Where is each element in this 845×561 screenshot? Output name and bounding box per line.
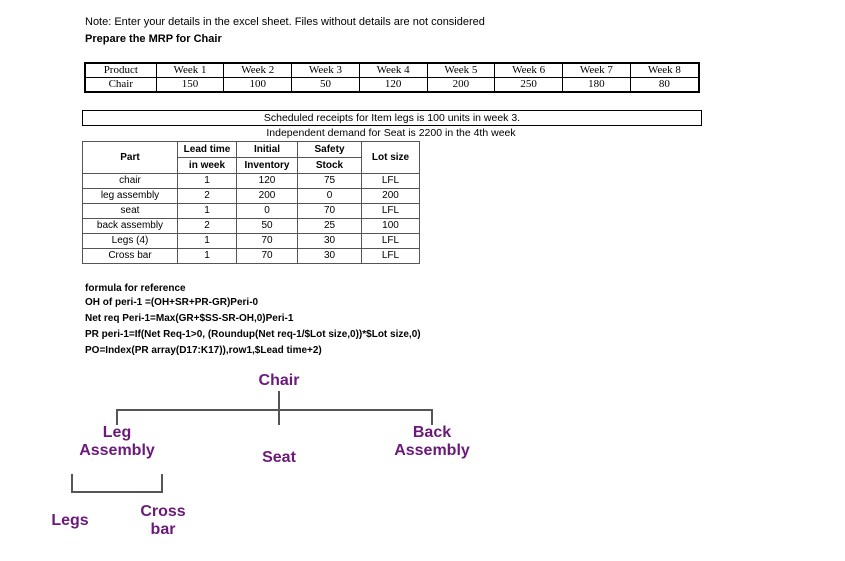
demand-value: 250: [495, 78, 563, 93]
part-lot-size: LFL: [362, 204, 420, 219]
header-lot-size: Lot size: [362, 142, 420, 174]
header-safety: Safety: [298, 142, 362, 158]
formula-line: PO=Index(PR array(D17:K17)),row1,$Lead time+2): [85, 345, 322, 356]
part-inventory: 70: [237, 249, 298, 264]
instruction-text: Prepare the MRP for Chair: [85, 33, 222, 45]
demand-value: 120: [359, 78, 427, 93]
bom-back-assembly-label-2: Assembly: [394, 442, 470, 459]
part-safety-stock: 75: [298, 174, 362, 189]
connector-line: [161, 474, 163, 492]
part-lot-size: 100: [362, 219, 420, 234]
demand-header-week: Week 1: [156, 63, 224, 78]
parts-row: [83, 204, 420, 219]
part-safety-stock: 70: [298, 204, 362, 219]
bom-leg-assembly-label-2: Assembly: [79, 442, 155, 459]
part-lead-time: 1: [178, 249, 237, 264]
part-name: leg assembly: [83, 189, 178, 204]
connector-line: [71, 491, 163, 493]
parts-table: [82, 141, 420, 264]
part-inventory: 50: [237, 219, 298, 234]
demand-header-product: Product: [85, 63, 156, 78]
bom-node-leg-assembly: [67, 424, 167, 460]
part-safety-stock: 25: [298, 219, 362, 234]
demand-value: 80: [630, 78, 699, 93]
header-lead-time-sub: in week: [178, 158, 237, 174]
part-inventory: 200: [237, 189, 298, 204]
part-lot-size: LFL: [362, 249, 420, 264]
bom-seat-label: Seat: [262, 449, 296, 466]
demand-value: 200: [427, 78, 495, 93]
bom-leg-assembly-label-1: Leg: [102, 424, 132, 441]
part-lot-size: LFL: [362, 234, 420, 249]
part-safety-stock: 0: [298, 189, 362, 204]
bom-node-seat: [239, 449, 319, 467]
bom-back-assembly-label-1: Back: [412, 424, 452, 441]
bom-node-back-assembly: [382, 424, 482, 460]
independent-demand-text: Independent demand for Seat is 2200 in the 4th week: [266, 127, 516, 139]
part-lot-size: 200: [362, 189, 420, 204]
demand-header-week: Week 2: [224, 63, 292, 78]
bom-node-legs: [39, 512, 101, 530]
connector-line: [278, 391, 280, 410]
demand-value: 180: [563, 78, 631, 93]
part-name: back assembly: [83, 219, 178, 234]
part-lead-time: 1: [178, 174, 237, 189]
bom-chair-label: Chair: [258, 372, 300, 389]
part-lead-time: 2: [178, 219, 237, 234]
connector-line: [116, 409, 118, 425]
formula-line: OH of peri-1 =(OH+SR+PR-GR)Peri-0: [85, 297, 259, 308]
connector-line: [71, 474, 73, 492]
demand-value: 50: [292, 78, 360, 93]
bom-legs-label: Legs: [51, 512, 89, 529]
part-inventory: 70: [237, 234, 298, 249]
parts-row: [83, 234, 420, 249]
bom-cross-bar-label-1: Cross: [140, 503, 186, 520]
part-inventory: 120: [237, 174, 298, 189]
bom-node-chair: [239, 372, 319, 390]
header-safety-sub: Stock: [298, 158, 362, 174]
demand-header-week: Week 4: [359, 63, 427, 78]
connector-line: [116, 409, 432, 411]
formula-line: PR peri-1=If(Net Req-1>0, (Roundup(Net req-1/$Lot size,0))*$Lot size,0): [85, 329, 421, 340]
formula-line: Net req Peri-1=Max(GR+$SS-SR-OH,0)Peri-1: [85, 313, 294, 324]
parts-row: [83, 174, 420, 189]
demand-product-name: Chair: [85, 78, 156, 93]
bom-node-cross-bar: [128, 503, 198, 539]
demand-value: 100: [224, 78, 292, 93]
demand-header-row: [85, 63, 699, 78]
part-safety-stock: 30: [298, 234, 362, 249]
note-text: Note: Enter your details in the excel sheet. Files without details are not considered: [85, 16, 485, 28]
demand-value: 150: [156, 78, 224, 93]
header-part: Part: [83, 142, 178, 174]
part-name: Legs (4): [83, 234, 178, 249]
parts-header-row: [83, 142, 420, 158]
demand-value-row: [85, 78, 699, 93]
formula-heading: formula for reference: [85, 283, 186, 294]
part-safety-stock: 30: [298, 249, 362, 264]
header-inventory-sub: Inventory: [237, 158, 298, 174]
connector-line: [431, 409, 433, 425]
part-name: chair: [83, 174, 178, 189]
part-lead-time: 1: [178, 234, 237, 249]
header-lead-time: Lead time: [178, 142, 237, 158]
bom-cross-bar-label-2: bar: [150, 521, 176, 538]
part-lot-size: LFL: [362, 174, 420, 189]
demand-header-week: Week 7: [563, 63, 631, 78]
part-lead-time: 1: [178, 204, 237, 219]
demand-table: [84, 62, 700, 93]
scheduled-receipts-text: Scheduled receipts for Item legs is 100 units in week 3.: [82, 110, 702, 126]
demand-header-week: Week 3: [292, 63, 360, 78]
demand-header-week: Week 8: [630, 63, 699, 78]
demand-header-week: Week 5: [427, 63, 495, 78]
part-name: seat: [83, 204, 178, 219]
part-lead-time: 2: [178, 189, 237, 204]
part-inventory: 0: [237, 204, 298, 219]
demand-header-week: Week 6: [495, 63, 563, 78]
parts-row: [83, 219, 420, 234]
part-name: Cross bar: [83, 249, 178, 264]
header-inventory: Initial: [237, 142, 298, 158]
parts-row: [83, 249, 420, 264]
connector-line: [278, 409, 280, 425]
parts-row: [83, 189, 420, 204]
